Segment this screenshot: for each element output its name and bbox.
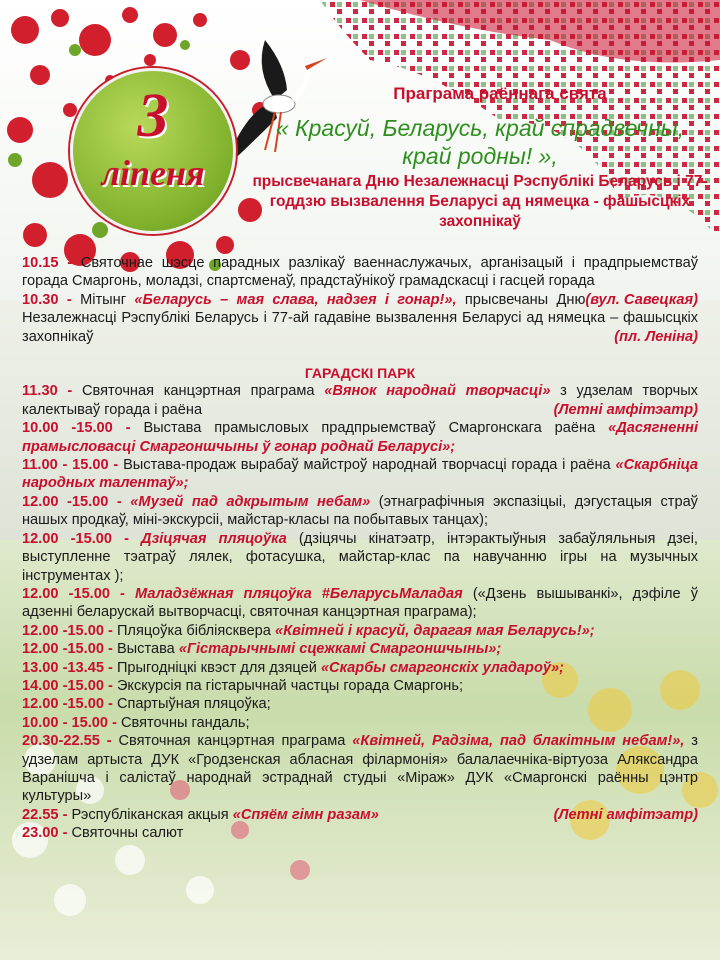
event-time: 13.00 -13.45 - — [22, 659, 113, 676]
event-text: Святочны гандаль; — [121, 714, 250, 731]
section-title: ГАРАДСКІ ПАРК — [304, 365, 416, 382]
event-text: Выстава-продаж вырабаў майстроў народнай творчасці горада і раёна — [123, 457, 611, 474]
event-title: «Скарбы смаргонскіх уладароў»; — [320, 659, 564, 676]
event-item — [22, 714, 698, 732]
event-title: «Скарбніца народных талентаў»; — [22, 457, 698, 492]
event-text: Святочная канцэртная праграма — [118, 733, 346, 750]
program-list — [0, 254, 720, 843]
event-item — [22, 732, 698, 806]
event-title: «Спяём гімн разам» — [232, 806, 379, 823]
event-location: (Летні амфітэатр) — [553, 401, 698, 418]
event-text: («Дзень вышыванкі», дэфіле ў адзенні беларускай вытворчасці, святочная канцэртная праграма); — [22, 585, 698, 621]
event-text: Святочны салют — [71, 825, 184, 842]
event-item — [22, 806, 698, 824]
event-text: Мітынг — [80, 291, 127, 308]
date-day: 3 — [137, 82, 169, 150]
event-time: 10.15 - — [22, 255, 73, 271]
date-month: ліпеня — [101, 153, 205, 193]
event-text: Спартыўная пляцоўка; — [116, 696, 271, 713]
event-text: з удзелам артыста ДУК «Гродзенская абласная філармонія» балалаечніка-віртуоза Аляксандра Варанішча і салістаў народнай эстраднай студыі «Міраж» ДУК «Смаргонскі раённы цэнтр культуры» — [22, 733, 698, 805]
event-time: 10.00 -15.00 - — [22, 420, 131, 437]
event-title: Маладзёжная пляцоўка #БеларусьМаладая — [134, 585, 463, 602]
event-title: «Вянок народнай творчасці» — [324, 383, 551, 400]
event-time: 12.00 -15.00 - — [22, 622, 113, 639]
event-item — [22, 695, 698, 713]
event-time: 14.00 -15.00 - — [22, 677, 113, 694]
event-time: 20.30-22.55 - — [22, 733, 112, 750]
event-item — [22, 677, 698, 695]
event-title: «Гістарычнымі сцежкамі Смаргоншчыны»; — [178, 641, 502, 658]
event-item — [22, 824, 698, 842]
event-time: 11.30 - — [22, 383, 73, 400]
event-time: 12.00 -15.00 - — [22, 696, 113, 713]
event-item — [22, 530, 698, 585]
program-title: Праграма раённага свята — [393, 84, 607, 103]
event-time: 10.00 - 15.00 - — [22, 714, 117, 731]
event-text: Рэспубліканская акцыя — [71, 806, 229, 823]
event-text: Выстава — [116, 641, 175, 658]
event-title: Дзіцячая пляцоўка — [141, 530, 287, 547]
event-item — [22, 585, 698, 622]
park-events — [22, 382, 698, 842]
event-text: Святочнае шэсце парадных разлікаў ваеннаслужачых, арганізацый і прадпрыемстваў горада Смаргонь, моладзі, спартсменаў, прадстаўнікоў грамадскасці і гасцей горада — [22, 255, 699, 290]
event-location: (Летні амфітэатр) — [553, 806, 698, 823]
event-item — [22, 419, 698, 456]
event-item — [22, 493, 698, 530]
event-time: 12.00 -15.00 - — [22, 585, 125, 602]
event-item — [22, 659, 698, 677]
event-time: 22.55 - — [22, 806, 68, 823]
event-title: «Квітней і красуй, дарагая мая Беларусь!»; — [274, 622, 595, 639]
event-text: прысвечаны Дню Незалежнасці Рэспублікі Беларусь і 77-ай гадавіне вызвалення Беларусі ад нямецка – фашысцкіх захопнікаў — [22, 291, 698, 345]
event-title: «Квітней, Радзіма, пад блакітным небам!», — [352, 733, 685, 750]
event-item — [22, 456, 698, 493]
event-title: «Беларусь – мая слава, надзея і гонар!», — [134, 291, 457, 308]
event-time: 23.00 - — [22, 825, 68, 842]
event-location: (пл. Леніна) — [614, 328, 698, 345]
event-item — [22, 622, 698, 640]
event-item — [22, 382, 698, 419]
event-time: 11.00 - 15.00 - — [22, 457, 119, 474]
event-location: (вул. Савецкая) — [585, 291, 698, 308]
event-text: Выстава прамысловых прадпрыемстваў Смаргонскага раёна — [143, 420, 596, 437]
event-text: Пляцоўка бібліясквера — [116, 622, 271, 639]
date-badge — [70, 68, 236, 234]
event-time: 12.00 -15.00 - — [22, 493, 122, 510]
event-text: Экскурсія па гістарычнай частцы горада Смаргонь; — [116, 677, 464, 694]
event-title: «Дасягненні прамысловасці Смаргоншчыны ў гонар роднай Беларусі»; — [22, 420, 699, 455]
event-time: 12.00 -15.00 - — [22, 641, 113, 658]
event-text: Прыгодніцкі квэст для дзяцей — [116, 659, 317, 676]
dedication-text: прысвечанага Дню Незалежнасці Рэспублікі Беларусь і 77-годдзю вызвалення Беларусі ад нямецка - фашысцкіх захопнікаў — [252, 173, 708, 230]
event-time: 10.30 - — [22, 291, 72, 308]
event-title: «Музей пад адкрытым небам» — [130, 493, 371, 510]
event-text: (дзіцячы кінатэатр, інтэрактыўныя забаўляльныя дзеі, выступленне тэатраў лялек, фотасушка, майстар-клас па навучанню ігры на музычных інструментах ); — [22, 530, 698, 584]
event-item — [22, 640, 698, 658]
event-text: (этнаграфічныя экспазіцыі, дэгустацыя страў нашых продкаў, міні-экскурсіі, майстар-класы па побытавых танцах); — [22, 493, 698, 529]
event-time: 12.00 -15.00 - — [22, 530, 129, 547]
festival-slogan: « Красуй, Беларусь, край спрадвечны, край родны! », — [275, 115, 685, 169]
event-text: з удзелам творчых калектываў горада і раёна — [22, 383, 698, 418]
program-header — [250, 84, 710, 232]
event-text: Святочная канцэртная праграма — [81, 383, 315, 400]
